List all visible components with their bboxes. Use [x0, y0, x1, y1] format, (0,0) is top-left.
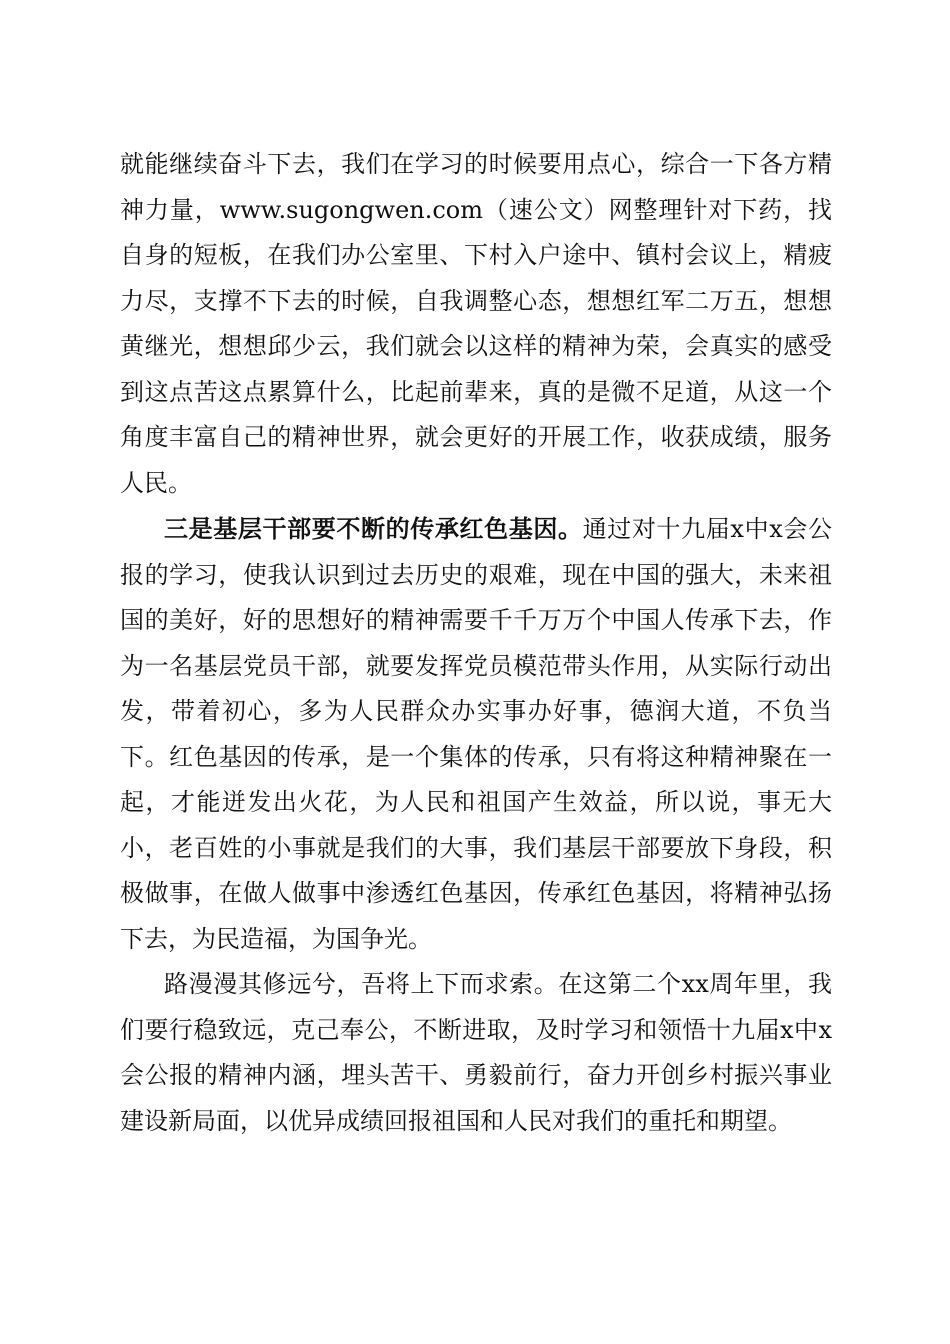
paragraph-conclusion: 路漫漫其修远兮，吾将上下而求索。在这第二个xx周年里，我们要行稳致远，克己奉公，不断进取，及时学习和领悟十九届x中x会公报的精神内涵，埋头苦干、勇毅前行，奋力开创乡村振兴事业建设新局面，以优异成绩回报祖国和人民对我们的重托和期望。: [120, 970, 832, 1135]
paragraph-continuation: 就能继续奋斗下去，我们在学习的时候要用点心，综合一下各方精神力量，www.sugongwen.com（速公文）网整理针对下药，找自身的短板，在我们办公室里、下村入户途中、镇村会议上，精疲力尽，支撑不下去的时候，自我调整心态，想想红军二万五，想想黄继光，想想邱少云，我们就会以这样的精神为荣，会真实的感受到这点苦这点累算什么，比起前辈来，真的是微不足道，从这一个角度丰富自己的精神世界，就会更好的开展工作，收获成绩，服务人民。: [120, 150, 832, 497]
paragraph-heading: 三是基层干部要不断的传承红色基因。: [164, 514, 583, 543]
paragraph-body: 通过对十九届x中x会公报的学习，使我认识到过去历史的艰难，现在中国的强大，未来祖国的美好，好的思想好的精神需要千千万万个中国人传承下去，作为一名基层党员干部，就要发挥党员模范带头作用，从实际行动出发，带着初心，多为人民群众办实事办好事，德润大道，不负当下。红色基因的传承，是一个集体的传承，只有将这种精神聚在一起，才能迸发出火花，为人民和祖国产生效益，所以说，事无大小，老百姓的小事就是我们的大事，我们基层干部要放下身段，积极做事，在做人做事中渗透红色基因，传承红色基因，将精神弘扬下去，为民造福，为国争光。: [120, 515, 832, 953]
paragraph-red-gene: [120, 506, 832, 962]
document-page: [120, 142, 832, 1144]
